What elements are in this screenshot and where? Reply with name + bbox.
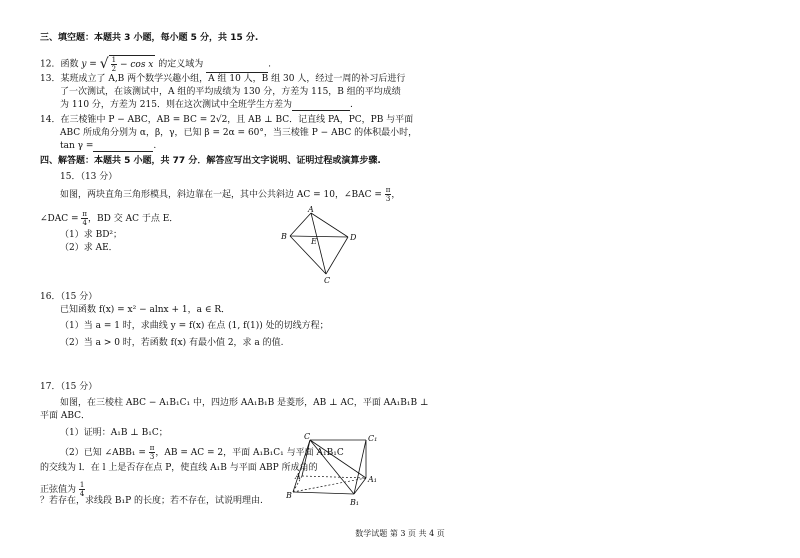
q15-label-e: E: [311, 237, 317, 246]
page-footer: 数学试题 第 3 页 共 4 页: [355, 529, 445, 538]
q17-fraction-sine: $\frac{1}{4}$: [79, 481, 85, 498]
q15-fraction-bac: $\frac{\pi}{3}$: [385, 186, 391, 203]
q14-line-2: ABC 所成角分别为 α，β，γ，已知 β = 2α = 60°，当三棱锥 P − ABC 的体积最小时，: [60, 128, 418, 138]
q17-edge-ca: [302, 440, 310, 476]
q15-edge-ab: [290, 213, 311, 236]
q17-title: 17．（15 分）: [40, 382, 98, 392]
q17-label-b1: B₁: [350, 498, 360, 507]
q17-edge-cb: [293, 440, 310, 492]
q15-fraction-dac: $\frac{\pi}{4}$: [82, 210, 88, 227]
q13-answer-blank[interactable]: [292, 101, 350, 111]
q17-edge-ca1: [310, 440, 366, 478]
q17-label-c: C: [304, 432, 311, 441]
q17-part-2: （2）已知 ∠ABB₁ = $\frac{\pi}{3}$，AB = AC = 2，平面 A₁B₁C₁ 与平面 A₁B₁C: [60, 444, 344, 461]
q15-title: 15．（13 分）: [60, 172, 118, 182]
q17-part-1: （1）证明：A₁B ⊥ B₁C；: [60, 428, 168, 438]
q13-line-2: 了一次测试，在该测试中，A 组的平均成绩为 130 分，方差为 115，B 组的平均成绩: [60, 87, 401, 97]
q16-part-2: （2）当 a > 0 时，若函数 f(x) 有最小值 2，求 a 的值.: [60, 338, 284, 348]
q12-suffix: 的定义域为: [158, 59, 204, 70]
q17-line-2: 平面 ABC．: [40, 411, 91, 421]
q15-label-a: A: [308, 206, 314, 214]
q17-line-4: 的交线为 l．在 l 上是否存在点 P，使直线 A₁B 与平面 ABP 所成角的: [40, 463, 318, 473]
q15-edge-dc: [326, 237, 348, 274]
q15-edge-bc: [290, 236, 326, 274]
q17-figure-prism: [286, 432, 382, 514]
q17-edge-cb1: [310, 440, 354, 494]
q13-line-3: 为 110 分，方差为 215．则在这次测试中全班学生方差为 .: [60, 100, 353, 110]
q12-sqrt: √ $\frac{1}{2} - \cos x$: [99, 56, 154, 73]
q14-answer-blank[interactable]: [93, 142, 153, 152]
q17-label-b: B: [286, 491, 292, 500]
q15-line-2: ∠DAC = $\frac{\pi}{4}$，BD 交 AC 于点 E．: [40, 210, 179, 227]
answer-section-header: 四、解答题：本题共 5 小题，共 77 分．解答应写出文字说明、证明过程或演算步骤.: [40, 156, 381, 166]
q17-line-1: 如图，在三棱柱 ABC − A₁B₁C₁ 中，四边形 AA₁B₁B 是菱形，AB ⊥ AC，平面 AA₁B₁B ⊥: [60, 398, 429, 408]
q17-line-5: 正弦值为 $\frac{1}{4}$: [40, 481, 85, 498]
q15-figure-quadrilateral: [278, 206, 360, 286]
q15-edge-ad: [311, 213, 348, 237]
q12-fraction: $\frac{1}{2}$: [111, 56, 117, 73]
q17-edge-aa1-hidden: [302, 476, 366, 478]
q14-line-1: 14．在三棱锥中 P − ABC，AB = BC = 2√2，且 AB ⊥ BC．记直线 PA，PC，PB 与平面: [40, 115, 414, 125]
q14-line-3: tan γ = .: [60, 141, 157, 151]
q15-part-2: （2）求 AE．: [60, 243, 118, 253]
q16-line-1: 已知函数 f(x) = x² − alnx + 1，a ∈ R．: [60, 305, 231, 315]
q12-answer-blank[interactable]: [206, 63, 268, 73]
q15-edge-bd: [290, 236, 348, 237]
q17-line-6: ？若存在，求线段 B₁P 的长度；若不存在，试说明理由.: [40, 496, 263, 506]
q17-fraction-angle: $\frac{\pi}{3}$: [149, 444, 155, 461]
question-12: 12．函数 y = √ $\frac{1}{2} - \cos x$ 的定义域为 .: [40, 56, 272, 73]
q16-title: 16．（15 分）: [40, 292, 98, 302]
q17-label-a: A: [295, 472, 301, 481]
q12-formula-lhs: y =: [81, 59, 97, 70]
q17-label-a1: A₁: [368, 475, 377, 484]
q17-edge-bb1: [293, 492, 354, 494]
q15-line-1: 如图，两块直角三角形模具，斜边靠在一起，其中公共斜边 AC = 10，∠BAC = $\frac{\pi}{3}$，: [60, 186, 401, 203]
q15-part-1: （1）求 BD²；: [60, 230, 123, 240]
q17-label-c1: C₁: [368, 434, 378, 443]
q13-line-1: 13．某班成立了 A,B 两个数学兴趣小组，A 组 10 人，B 组 30 人，经过一周的补习后进行: [40, 74, 406, 84]
q12-prefix: 12．函数: [40, 59, 79, 70]
q15-label-d: D: [350, 233, 357, 242]
fill-blank-section-header: 三、填空题：本题共 3 小题，每小题 5 分，共 15 分.: [40, 33, 259, 43]
q15-label-c: C: [324, 276, 331, 285]
q16-part-1: （1）当 a = 1 时，求曲线 y = f(x) 在点 (1, f(1)) 处的切线方程；: [60, 321, 329, 331]
q15-label-b: B: [281, 232, 287, 241]
